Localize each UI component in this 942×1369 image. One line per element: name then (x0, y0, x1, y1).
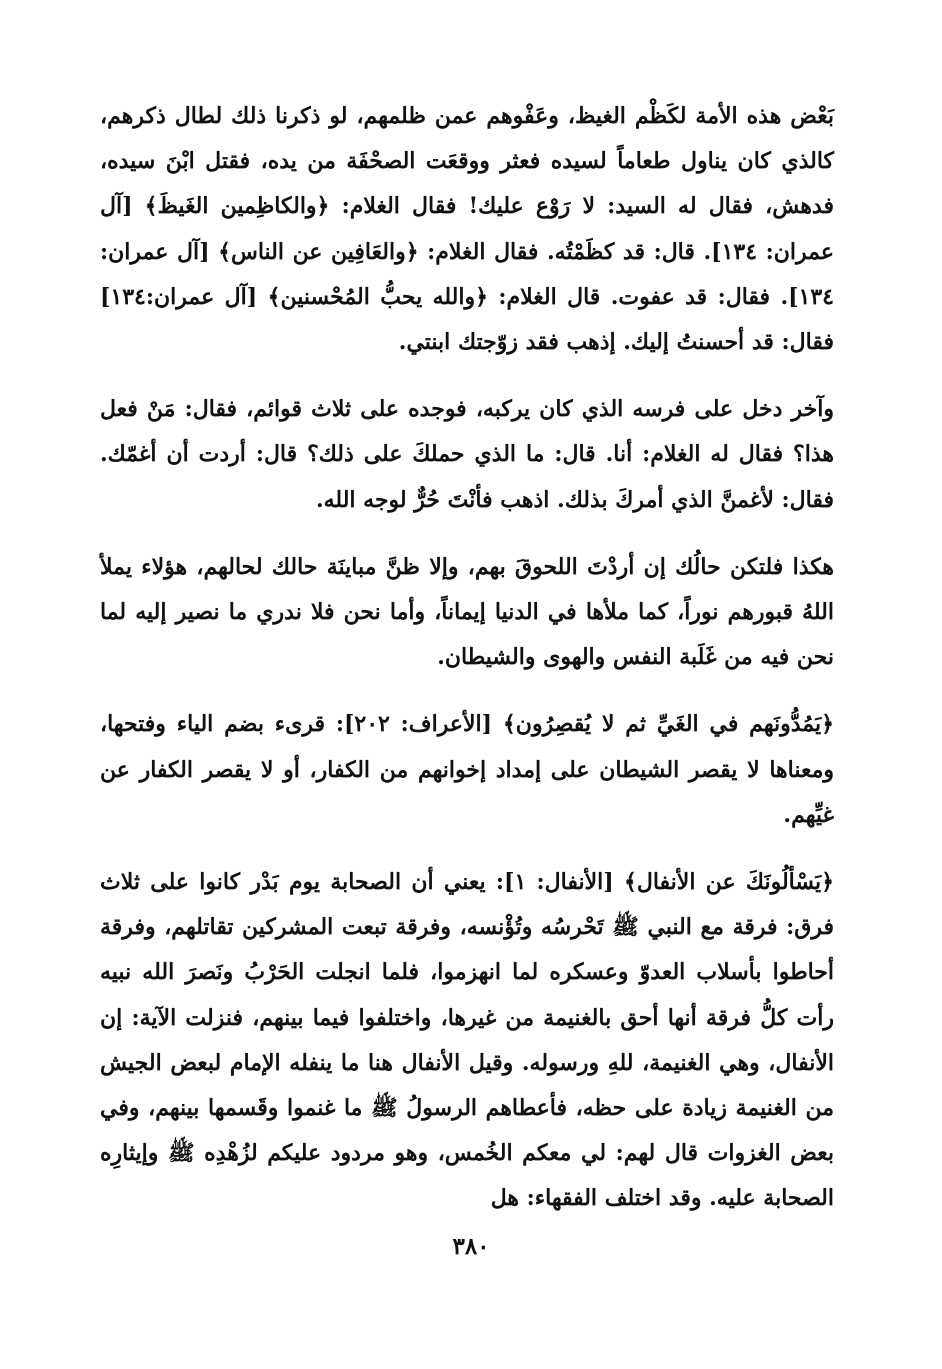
paragraph-horse-story: وآخر دخل على فرسه الذي كان يركبه، فوجده على ثلاث قوائم، فقال: مَنْ فعل هذا؟ فقال له الغلام: أنا. قال: ما الذي حملكَ على ذلك؟ قال: أردت أن أغمّك. فقال: لأغمنَّ الذي أمركَ بذلك. اذهب فأنْتَ حُرٌّ لوجه الله. (100, 396, 834, 513)
paragraph-anfal-verse: ﴿يَسْألُونَكَ عن الأنفال﴾ [الأنفال: ١]: يعني أن الصحابة يوم بَدْر كانوا على ثلاث فرق: فرقة مع النبي ﷺ تَحْرسُه وتُؤْنسه، وفرقة تبعت المشركين تقاتلهم، وفرقة أحاطوا بأسلاب العدوّ وعسكره لما انهزموا، فلما انجلت الحَرْبُ ونَصرَ الله نبيه رأت كلُّ فرقة أنها أحق بالغنيمة من غيرها، واختلفوا فيما بينهم، فنزلت الآية: إن الأنفال، وهي الغنيمة، للهِ ورسوله. وقيل الأنفال هنا ما ينفله الإمام لبعض الجيش من الغنيمة زيادة على حظه، فأعطاهم الرسولُ ﷺ ما غنموا وقَسمها بينهم، وفي بعض الغزوات قال لهم: لي معكم الخُمس، وهو مردود عليكم لزُهْدِه ﷺ وإيثارِه الصحابة عليه. وقد اختلف الفقهاء: هل (100, 869, 834, 1212)
paragraph-araf-verse: ﴿يَمُدُّونَهم في الغَيِّ ثم لا يُقصِرُون﴾ [الأعراف: ٢٠٢]: قرىء بضم الياء وفتحها، ومعناها لا يقصر الشيطان على إمداد إخوانهم من الكفار، أو لا يقصر الكفار عن غيِّهم. (100, 711, 834, 828)
paragraph-forgiveness-story: بَعْض هذه الأمة لكَظْم الغيظ، وعَفْوهم عمن ظلمهم، لو ذكرنا ذلك لطال ذكرهم، كالذي كان يناول طعاماً لسيده فعثر ووقعَت الصحْفَة من يده، فقتل ابْنَ سيده، فدهش، فقال له السيد: لا رَوْع عليك! فقال الغلام: ﴿والكاظِمين الغَيظَ﴾ [آل عمران: ١٣٤]. قال: قد كظَمْتُه. فقال الغلام: ﴿والعَافِين عن الناس﴾ [آل عمران: ١٣٤]. فقال: قد عفوت. قال الغلام: ﴿والله يحبُّ المُحْسنين﴾ [آل عمران:١٣٤] فقال: قد أحسنتُ إليك. إذهب فقد زوّجتك ابنتي. (100, 103, 834, 356)
page-body (100, 94, 834, 1222)
paragraph-reflection: هكذا فلتكن حالُك إن أردْتَ اللحوقَ بهم، وإلا ظنَّ مباينَة حالك لحالهم، هؤلاء يملأ اللهُ قبورهم نوراً، كما ملأها في الدنيا إيماناً، وأما نحن فلا ندري ما نصير إليه لما نحن فيه من غَلَبة النفس والهوى والشيطان. (100, 553, 834, 671)
page-number: ٣٨٠ (452, 1233, 490, 1260)
